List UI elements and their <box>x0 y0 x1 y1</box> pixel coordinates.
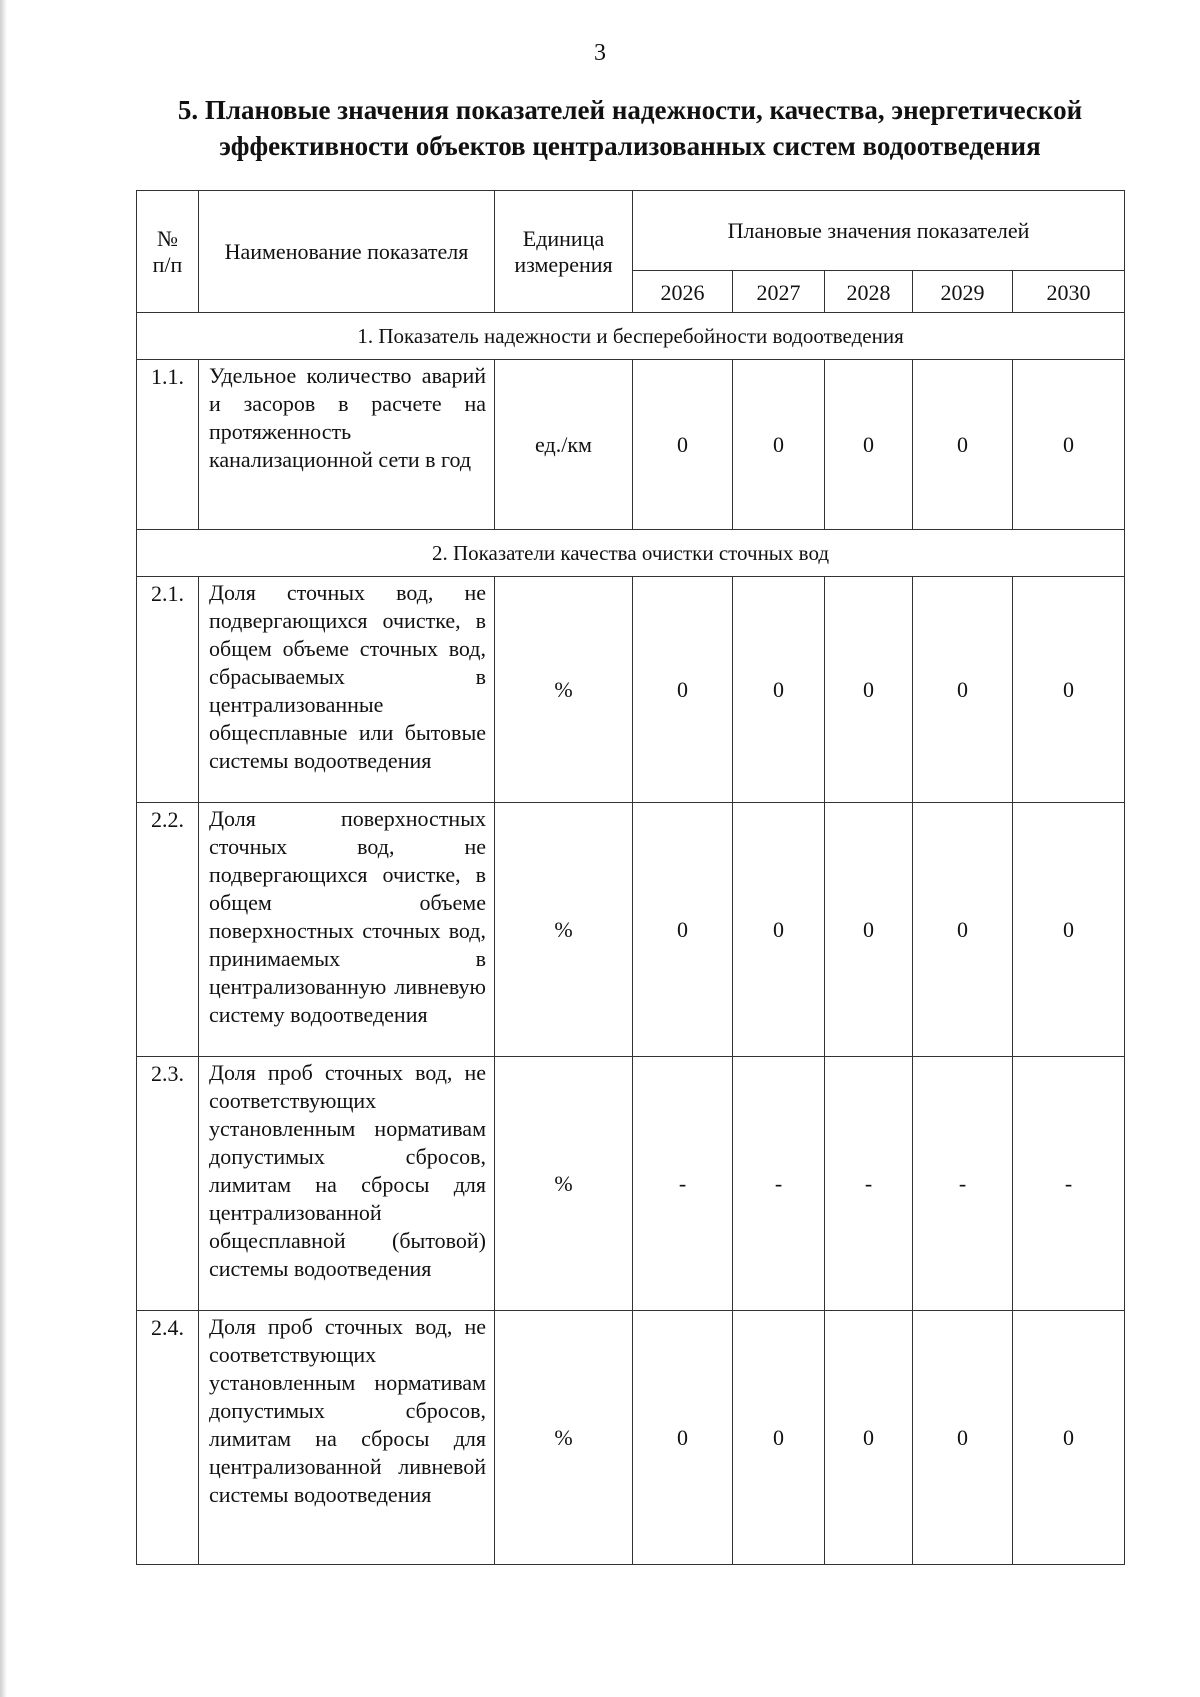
header-planned-values: Плановые значения показателей <box>633 191 1125 271</box>
header-name: Наименование показателя <box>199 191 495 313</box>
indicator-unit: % <box>495 1311 633 1565</box>
value-cell: 0 <box>633 360 733 530</box>
section-row <box>137 313 1125 360</box>
value-cell: 0 <box>825 1311 913 1565</box>
table-row <box>137 1057 1125 1311</box>
value-cell: 0 <box>733 577 825 803</box>
value-cell: 0 <box>1013 360 1125 530</box>
indicator-name: Доля проб сточных вод, не соответствующих установленным нормативам допустимых сбросов, лимитам на сбросы для централизованной ливневой системы водоотведения <box>199 1311 495 1565</box>
table-row <box>137 803 1125 1057</box>
value-cell: 0 <box>825 803 913 1057</box>
indicator-unit: ед./км <box>495 360 633 530</box>
indicator-unit: % <box>495 577 633 803</box>
scan-edge-shadow <box>0 0 7 1697</box>
row-number: 2.3. <box>137 1057 199 1311</box>
section-heading: 2. Показатели качества очистки сточных вод <box>137 530 1125 577</box>
value-cell: 0 <box>1013 803 1125 1057</box>
value-cell: 0 <box>733 803 825 1057</box>
value-cell: 0 <box>633 577 733 803</box>
header-year: 2026 <box>633 271 733 313</box>
section-row <box>137 530 1125 577</box>
table-row <box>137 360 1125 530</box>
header-num: № п/п <box>137 191 199 313</box>
indicators-table <box>136 190 1125 1565</box>
row-number: 2.1. <box>137 577 199 803</box>
value-cell: 0 <box>913 1311 1013 1565</box>
value-cell: 0 <box>913 803 1013 1057</box>
indicator-name: Удельное количество аварий и засоров в расчете на протяженность канализационной сети в год <box>199 360 495 530</box>
value-cell: - <box>733 1057 825 1311</box>
header-year: 2027 <box>733 271 825 313</box>
value-cell: 0 <box>633 1311 733 1565</box>
header-unit: Единица измерения <box>495 191 633 313</box>
indicator-name: Доля поверхностных сточных вод, не подвергающихся очистке, в общем объеме поверхностных сточных вод, принимаемых в централизованную ливневую систему водоотведения <box>199 803 495 1057</box>
value-cell: - <box>825 1057 913 1311</box>
value-cell: 0 <box>633 803 733 1057</box>
table-row <box>137 577 1125 803</box>
value-cell: 0 <box>825 360 913 530</box>
value-cell: 0 <box>1013 1311 1125 1565</box>
section-title <box>130 92 1130 164</box>
value-cell: 0 <box>733 1311 825 1565</box>
row-number: 1.1. <box>137 360 199 530</box>
header-year: 2030 <box>1013 271 1125 313</box>
value-cell: - <box>913 1057 1013 1311</box>
value-cell: 0 <box>733 360 825 530</box>
value-cell: 0 <box>825 577 913 803</box>
section-title-line-1: 5. Плановые значения показателей надежности, качества, энергетической <box>177 95 1083 125</box>
section-title-line-2: эффективности объектов централизованных систем водоотведения <box>219 131 1041 161</box>
row-number: 2.2. <box>137 803 199 1057</box>
value-cell: - <box>1013 1057 1125 1311</box>
table-row <box>137 1311 1125 1565</box>
value-cell: 0 <box>1013 577 1125 803</box>
indicator-unit: % <box>495 1057 633 1311</box>
value-cell: 0 <box>913 360 1013 530</box>
page-number: 3 <box>594 40 606 66</box>
header-year: 2028 <box>825 271 913 313</box>
indicator-name: Доля сточных вод, не подвергающихся очистке, в общем объеме сточных вод, сбрасываемых в централизованные общесплавные или бытовые системы водоотведения <box>199 577 495 803</box>
header-year: 2029 <box>913 271 1013 313</box>
indicator-name: Доля проб сточных вод, не соответствующих установленным нормативам допустимых сбросов, лимитам на сбросы для централизованной общесплавной (бытовой) системы водоотведения <box>199 1057 495 1311</box>
header-row <box>137 191 1125 271</box>
section-heading: 1. Показатель надежности и бесперебойности водоотведения <box>137 313 1125 360</box>
row-number: 2.4. <box>137 1311 199 1565</box>
value-cell: - <box>633 1057 733 1311</box>
indicator-unit: % <box>495 803 633 1057</box>
value-cell: 0 <box>913 577 1013 803</box>
